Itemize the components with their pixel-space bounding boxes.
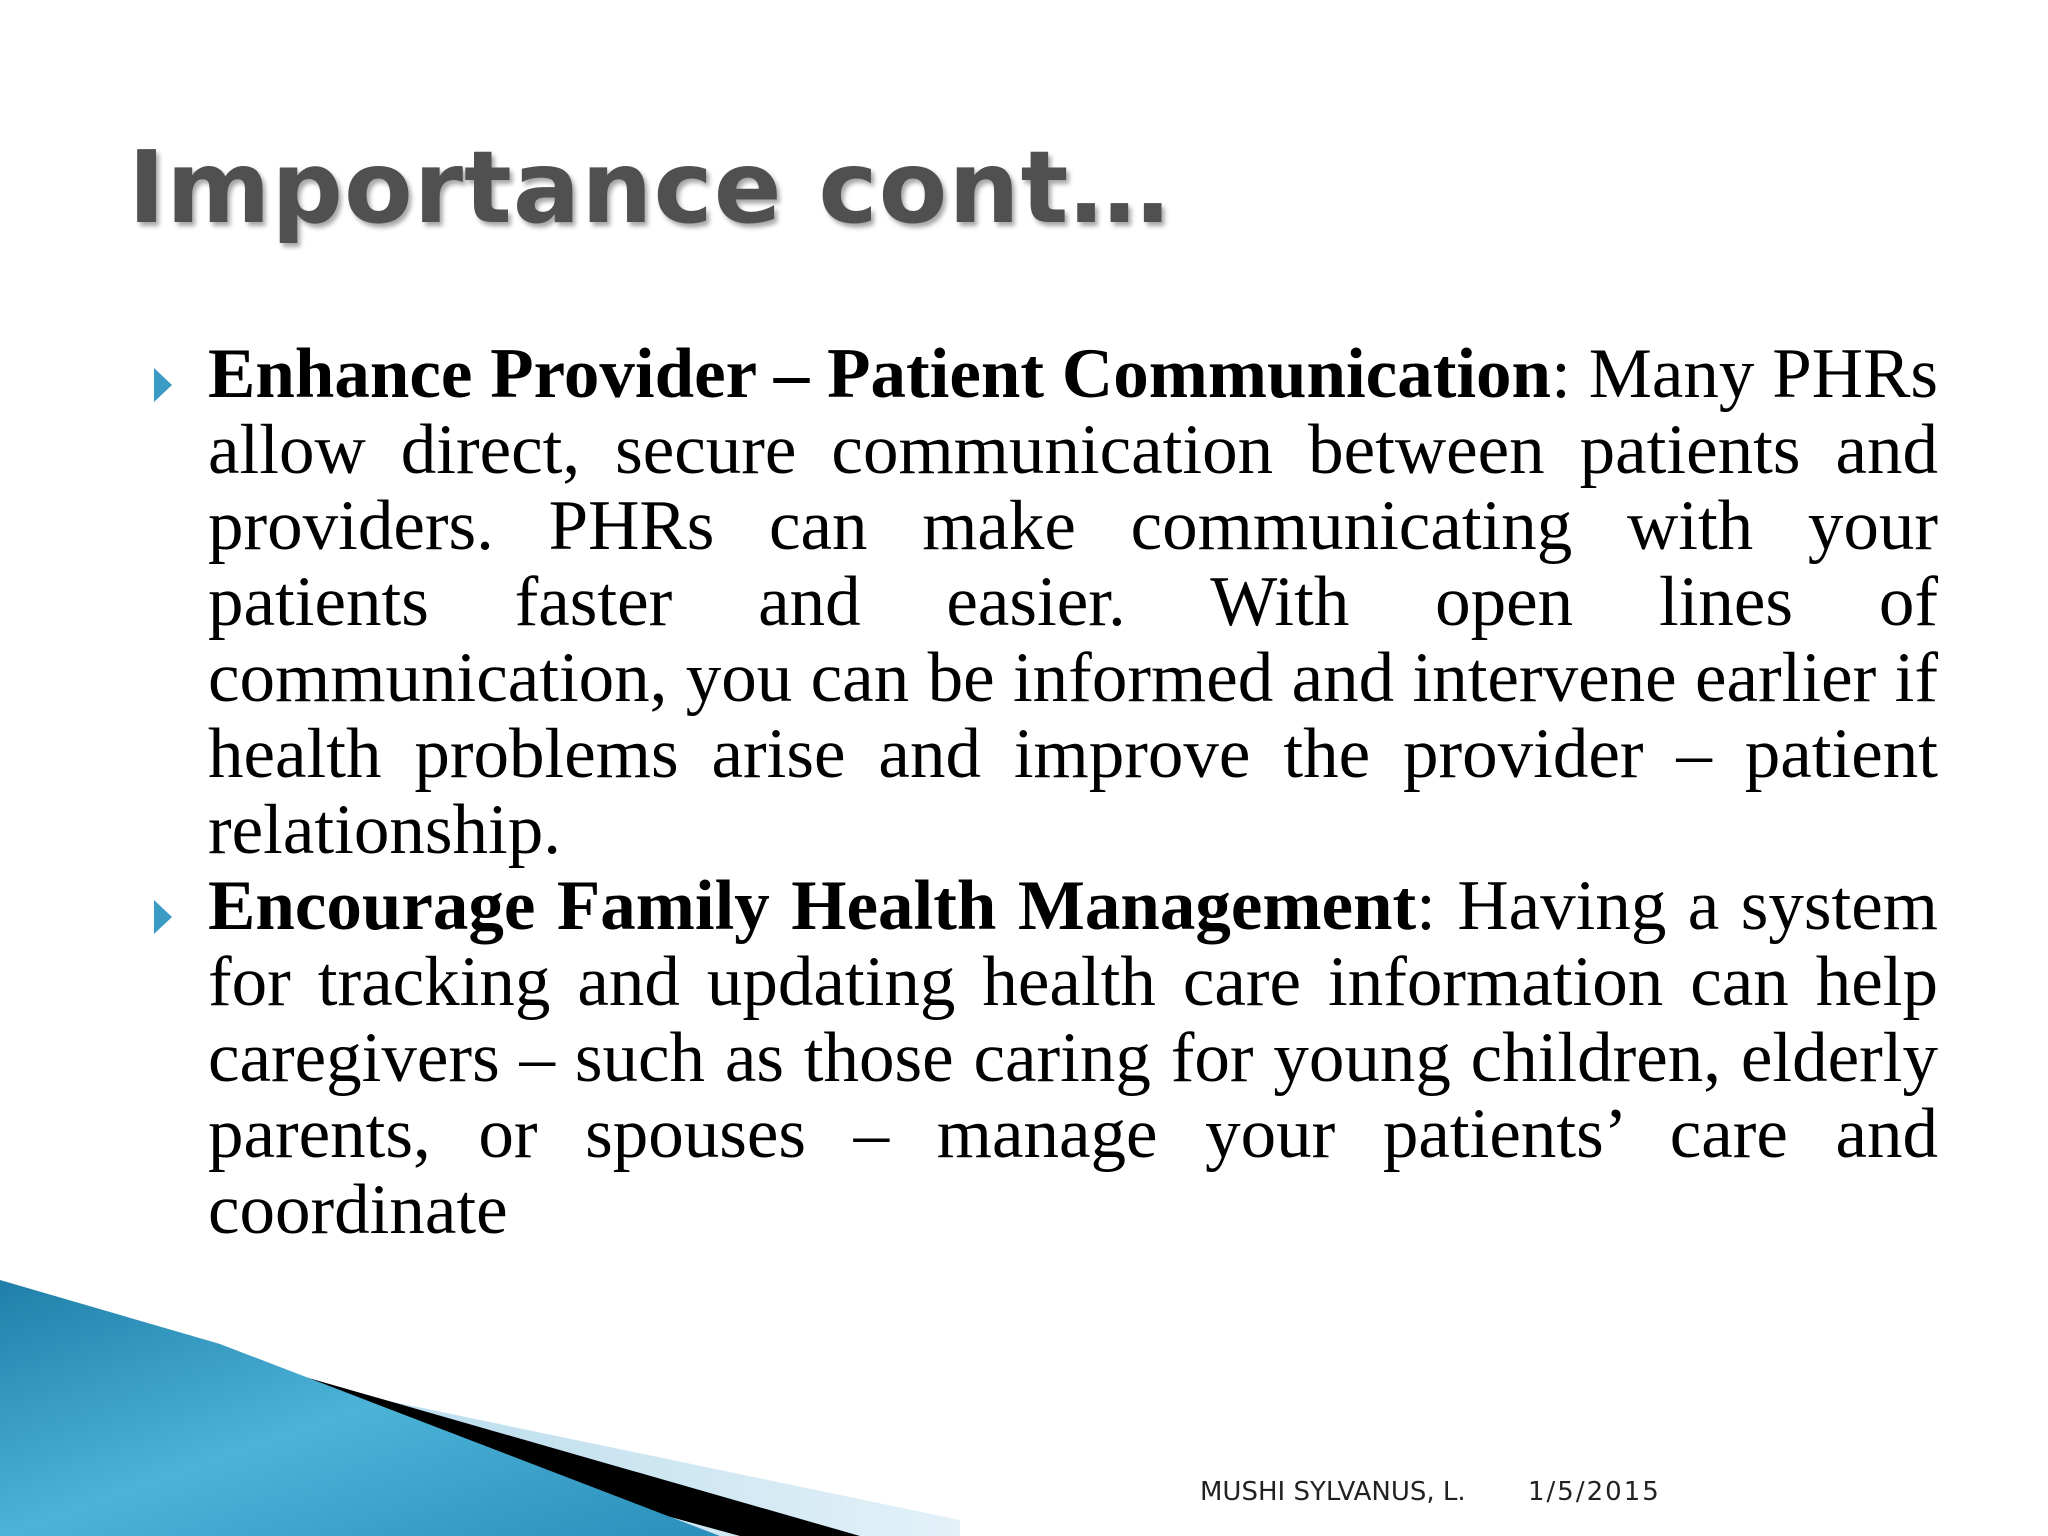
bullet-heading: Encourage Family Health Management bbox=[208, 867, 1417, 945]
bullet-item bbox=[148, 868, 1938, 1248]
triangle-bullet-icon bbox=[154, 900, 172, 934]
corner-decoration bbox=[0, 1280, 960, 1536]
bullet-heading: Enhance Provider – Patient Communication bbox=[208, 335, 1552, 413]
bullet-text bbox=[208, 336, 1938, 868]
footer-date: 1/5/2015 bbox=[1528, 1477, 1661, 1507]
bullet-item bbox=[148, 336, 1938, 868]
triangle-bullet-icon bbox=[154, 368, 172, 402]
decor-blue-wedge bbox=[0, 1280, 720, 1536]
bullet-text bbox=[208, 868, 1938, 1248]
bullet-body: : Many PHRs allow direct, secure communication between patients and providers. PHRs can make communicating with your patients faster and easier. With open lines of communication, you can be informed and intervene earlier if health problems arise and improve the provider – patient relationship. bbox=[208, 335, 1938, 869]
bullet-list bbox=[148, 336, 1938, 1248]
slide-title: Importance cont… bbox=[128, 129, 1171, 246]
bullet-body: : Having a system for tracking and updating health care information can help caregivers – such as those caring for young children, elderly parents, or spouses – manage your patients’ care and coordinate bbox=[208, 867, 1938, 1249]
footer-author: MUSHI SYLVANUS, L. bbox=[1200, 1477, 1466, 1507]
